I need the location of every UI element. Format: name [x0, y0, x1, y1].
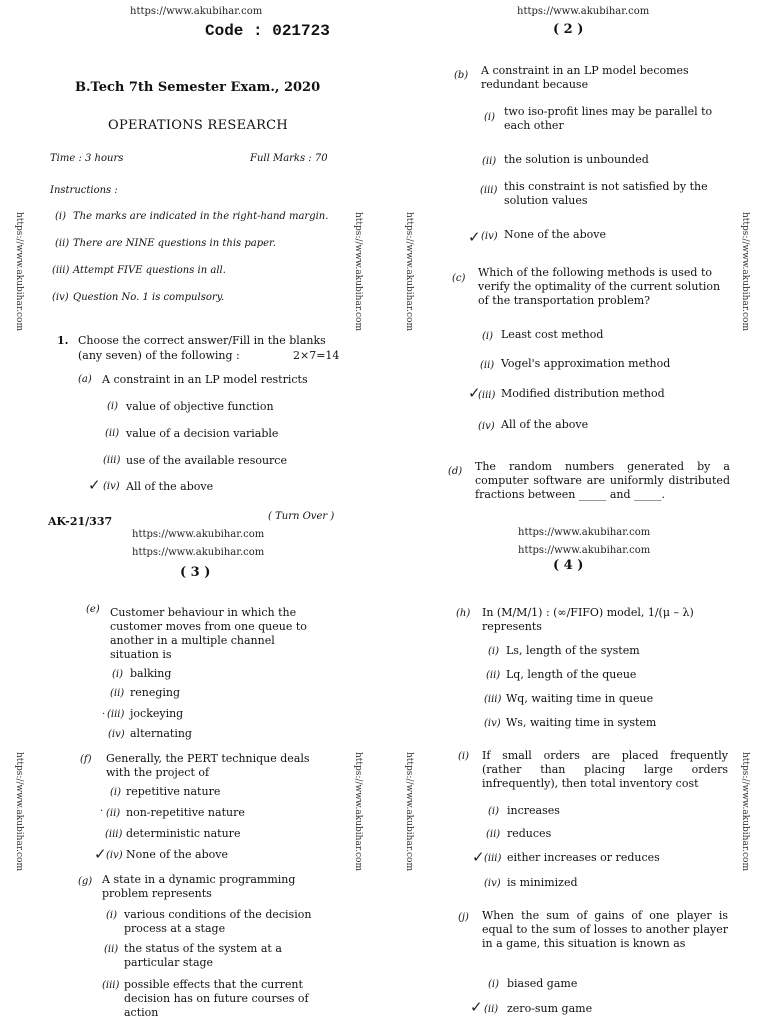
watermark-url: https://www.akubihar.com: [353, 752, 363, 871]
option-text: jockeying: [130, 707, 184, 720]
page-number: ( 2 ): [553, 22, 584, 37]
answer-mark-icon: .: [100, 803, 104, 814]
option-text: this constraint is not satisfied by the solution values: [504, 180, 708, 207]
exam-time: Time : 3 hours: [50, 153, 124, 164]
turn-over-note: ( Turn Over ): [268, 511, 335, 522]
option-num: (iv): [103, 481, 120, 492]
subquestion-label: (e): [86, 604, 100, 615]
option-num: (iv): [478, 421, 495, 432]
site-url[interactable]: https://www.akubihar.com: [130, 6, 263, 17]
answer-mark-icon: .: [102, 706, 106, 717]
option-text: Lq, length of the queue: [506, 668, 637, 681]
subquestion-label: (j): [458, 912, 469, 923]
option-text: use of the available resource: [126, 454, 287, 467]
option-num: (ii): [106, 808, 121, 819]
watermark-url: https://www.akubihar.com: [14, 752, 24, 871]
question-text: Choose the correct answer/Fill in the blanks: [78, 334, 326, 347]
subquestion-label: (h): [456, 608, 471, 619]
watermark-url: https://www.akubihar.com: [740, 212, 750, 331]
option-num: (ii): [486, 670, 501, 681]
instruction-text: Question No. 1 is compulsory.: [73, 292, 225, 303]
answer-checkmark-icon: ✓: [468, 384, 481, 402]
subquestion-text: Customer behaviour in which the customer moves from one queue to another in a multiple channel situation is: [110, 606, 307, 661]
option-text: increases: [507, 804, 560, 817]
option-text: All of the above: [126, 480, 214, 493]
option-num: (ii): [480, 360, 495, 371]
instruction-text: The marks are indicated in the right-hand margin.: [73, 211, 329, 222]
option-text: value of a decision variable: [126, 427, 279, 440]
page-number: ( 4 ): [553, 558, 584, 573]
option-num: (i): [482, 331, 494, 342]
subject-title: OPERATIONS RESEARCH: [108, 118, 289, 133]
option-text: Wq, waiting time in queue: [506, 692, 654, 705]
option-num: (ii): [104, 944, 119, 955]
option-num: (iv): [484, 718, 501, 729]
exam-code: Code : 021723: [205, 22, 330, 40]
option-num: (iv): [106, 850, 123, 861]
subquestion-label: (f): [80, 754, 92, 765]
option-num: (ii): [486, 829, 501, 840]
subquestion-label: (d): [448, 466, 463, 477]
option-text: Least cost method: [501, 328, 604, 341]
full-marks: Full Marks : 70: [250, 153, 328, 164]
site-url[interactable]: https://www.akubihar.com: [132, 547, 265, 558]
subquestion-label: (g): [78, 876, 93, 887]
subquestion-label: (c): [452, 273, 466, 284]
option-num: (iii): [480, 185, 498, 196]
subquestion-text: A constraint in an LP model becomes redundant because: [481, 64, 689, 91]
option-num: (iii): [103, 455, 121, 466]
question-text: (any seven) of the following :: [78, 349, 240, 362]
subquestion-text: In (M/M/1) : (∞/FIFO) model, 1/(μ – λ) represents: [482, 606, 694, 633]
exam-title: B.Tech 7th Semester Exam., 2020: [75, 80, 321, 95]
subquestion-text: A constraint in an LP model restricts: [102, 373, 308, 386]
option-text: Ls, length of the system: [506, 644, 640, 657]
question-marks: 2×7=14: [293, 349, 340, 362]
option-text: repetitive nature: [126, 785, 221, 798]
subquestion-label: (b): [454, 70, 469, 81]
option-num: (i): [106, 910, 118, 921]
option-num: (i): [110, 787, 122, 798]
answer-checkmark-icon: ✓: [88, 476, 101, 494]
watermark-url: https://www.akubihar.com: [353, 212, 363, 331]
watermark-url: https://www.akubihar.com: [740, 752, 750, 871]
subquestion-label: (i): [458, 751, 470, 762]
instruction-num: (iii): [52, 265, 70, 276]
option-num: (ii): [105, 428, 120, 439]
answer-checkmark-icon: ✓: [470, 998, 483, 1016]
option-text: reneging: [130, 686, 181, 699]
option-text: reduces: [507, 827, 552, 840]
option-text: various conditions of the decision process at a stage: [124, 908, 312, 935]
subquestion-text: If small orders are placed frequently (rather than placing large orders infrequently), then total inventory cost: [482, 749, 728, 790]
subquestion-text: Generally, the PERT technique deals with the project of: [106, 752, 310, 779]
option-num: (ii): [482, 156, 497, 167]
option-text: None of the above: [504, 228, 606, 241]
option-text: alternating: [130, 727, 192, 740]
option-num: (iv): [481, 231, 498, 242]
option-num: (iii): [478, 390, 496, 401]
instruction-num: (ii): [55, 238, 70, 249]
option-num: (ii): [484, 1004, 499, 1015]
question-number: 1.: [57, 334, 69, 347]
site-url[interactable]: https://www.akubihar.com: [517, 6, 650, 17]
option-text: Modified distribution method: [501, 387, 665, 400]
option-text: Vogel's approximation method: [501, 357, 671, 370]
option-text: All of the above: [501, 418, 589, 431]
instruction-text: There are NINE questions in this paper.: [73, 238, 276, 249]
option-num: (iii): [484, 853, 502, 864]
site-url[interactable]: https://www.akubihar.com: [132, 529, 265, 540]
answer-checkmark-icon: ✓: [94, 845, 107, 863]
option-num: (iii): [107, 709, 125, 720]
option-num: (i): [484, 112, 496, 123]
option-num: (i): [488, 979, 500, 990]
option-text: two iso-profit lines may be parallel to each other: [504, 105, 713, 132]
site-url[interactable]: https://www.akubihar.com: [518, 545, 651, 556]
option-text: the solution is unbounded: [504, 153, 649, 166]
instruction-text: Attempt FIVE questions in all.: [73, 265, 226, 276]
option-num: (i): [107, 401, 119, 412]
subquestion-text: Which of the following methods is used to verify the optimality of the current solution of the transportation problem?: [478, 266, 721, 307]
option-text: deterministic nature: [126, 827, 241, 840]
option-text: value of objective function: [126, 400, 274, 413]
site-url[interactable]: https://www.akubihar.com: [518, 527, 651, 538]
option-num: (i): [112, 669, 124, 680]
answer-checkmark-icon: ✓: [472, 848, 485, 866]
option-text: Ws, waiting time in system: [506, 716, 657, 729]
option-num: (i): [488, 806, 500, 817]
subquestion-text: A state in a dynamic programming problem represents: [102, 873, 296, 900]
option-text: balking: [130, 667, 172, 680]
option-text: zero-sum game: [507, 1002, 593, 1015]
page-number: ( 3 ): [180, 565, 211, 580]
option-text: non-repetitive nature: [126, 806, 245, 819]
option-text: possible effects that the current decision has on future courses of action: [124, 978, 309, 1019]
option-text: either increases or reduces: [507, 851, 660, 864]
option-text: is minimized: [507, 876, 578, 889]
answer-checkmark-icon: ✓: [468, 228, 481, 246]
option-num: (i): [488, 646, 500, 657]
subquestion-label: (a): [78, 374, 92, 385]
option-num: (iii): [484, 694, 502, 705]
option-text: the status of the system at a particular stage: [124, 942, 282, 969]
watermark-url: https://www.akubihar.com: [14, 212, 24, 331]
option-text: None of the above: [126, 848, 228, 861]
watermark-url: https://www.akubihar.com: [404, 212, 414, 331]
option-num: (iv): [108, 729, 125, 740]
option-text: biased game: [507, 977, 578, 990]
subquestion-text: The random numbers generated by a computer software are uniformly distributed fractions between _____ and _____.: [475, 460, 730, 501]
paper-code: AK-21/337: [48, 515, 113, 528]
watermark-url: https://www.akubihar.com: [404, 752, 414, 871]
option-num: (iii): [102, 980, 120, 991]
instruction-num: (i): [55, 211, 67, 222]
subquestion-text: When the sum of gains of one player is equal to the sum of losses to another player in a game, this situation is known as: [482, 909, 728, 950]
option-num: (ii): [110, 688, 125, 699]
option-num: (iii): [105, 829, 123, 840]
instructions-heading: Instructions :: [50, 185, 118, 196]
instruction-num: (iv): [52, 292, 69, 303]
option-num: (iv): [484, 878, 501, 889]
